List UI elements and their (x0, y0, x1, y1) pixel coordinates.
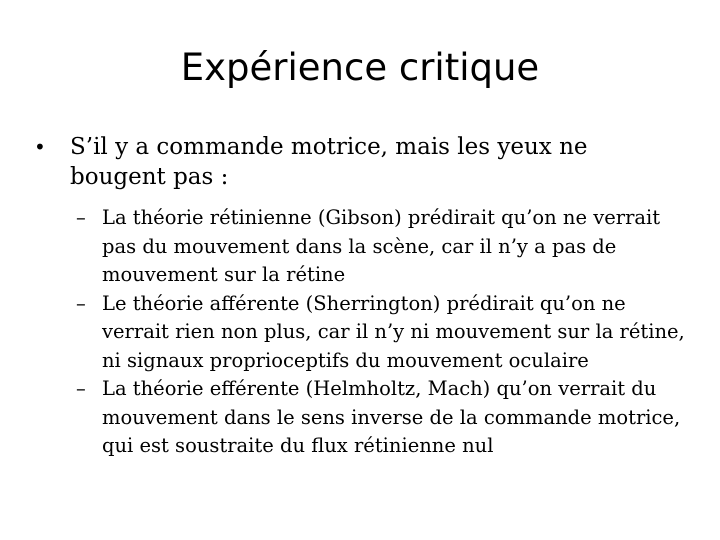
sub-bullet-text: Le théorie afférente (Sherrington) prédirait qu’on ne verrait rien non plus, car il n’y ni mouvement sur la rétine, ni signaux proprioceptifs du mouvement oculaire (102, 291, 685, 372)
sub-bullet-efferent-theory (76, 375, 696, 461)
dash-marker: – (76, 206, 86, 229)
sub-bullet-retinal-theory (76, 204, 696, 290)
dash-marker: – (76, 377, 86, 400)
sub-bullet-afferent-theory (76, 290, 696, 376)
slide-title: Expérience critique (180, 46, 540, 89)
bullet-marker: • (34, 135, 46, 159)
main-bullet (34, 132, 674, 192)
sub-bullet-list (76, 204, 696, 461)
sub-bullet-text: La théorie rétinienne (Gibson) prédirait qu’on ne verrait pas du mouvement dans la scène, car il n’y a pas de mouvement sur la rétine (102, 206, 661, 286)
sub-bullet-text: La théorie efférente (Helmholtz, Mach) qu’on verrait du mouvement dans le sens inverse de la commande motrice, qui est soustraite du flux rétinienne nul (102, 377, 681, 457)
main-bullet-text: S’il y a commande motrice, mais les yeux ne bougent pas : (70, 134, 588, 190)
dash-marker: – (76, 291, 86, 315)
